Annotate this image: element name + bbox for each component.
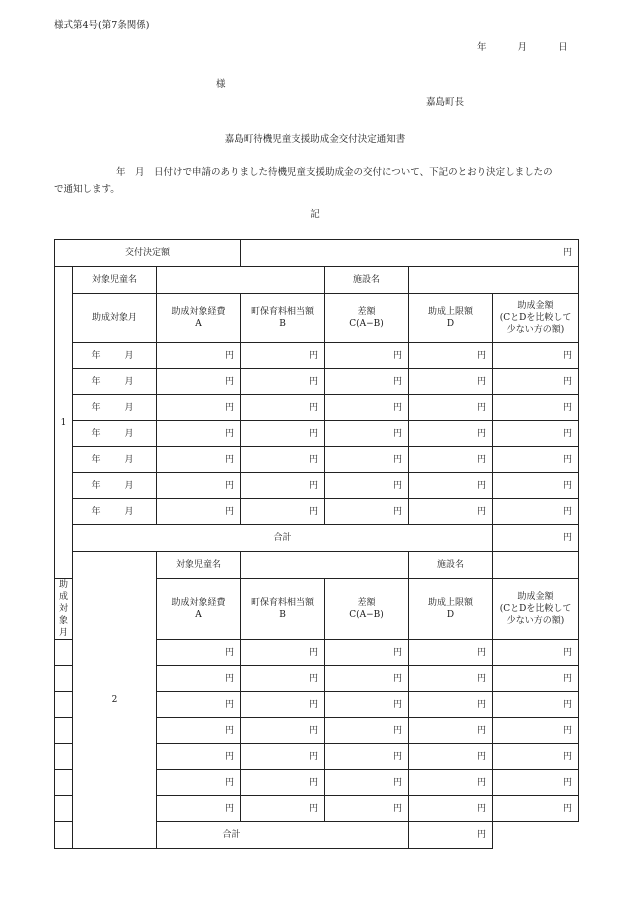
- amount-b-cell[interactable]: 円: [241, 666, 325, 692]
- amount-b-cell[interactable]: 円: [241, 770, 325, 796]
- amount-a-cell[interactable]: 円: [157, 666, 241, 692]
- amount-e-cell[interactable]: 円: [493, 692, 579, 718]
- total-label: 合計: [73, 525, 493, 552]
- table-row: [55, 421, 579, 447]
- table-row: [55, 447, 579, 473]
- amount-a-cell[interactable]: 円: [157, 744, 241, 770]
- amount-e-cell[interactable]: 円: [493, 744, 579, 770]
- addressee-suffix: 様: [216, 79, 226, 90]
- amount-e-cell[interactable]: 円: [493, 343, 579, 369]
- date-year-label: 年: [477, 42, 487, 53]
- amount-e-cell[interactable]: 円: [493, 395, 579, 421]
- amount-c-cell[interactable]: 円: [325, 499, 409, 525]
- amount-d-cell[interactable]: 円: [409, 692, 493, 718]
- col-e-header: 助成金額 (CとDを比較して 少ない方の額): [493, 294, 579, 343]
- amount-b-cell[interactable]: 円: [241, 421, 325, 447]
- month-cell[interactable]: [55, 692, 73, 718]
- col-b-header: 町保育料相当額 B: [241, 579, 325, 640]
- col-d-header: 助成上限額 D: [409, 579, 493, 640]
- amount-c-cell[interactable]: 円: [325, 692, 409, 718]
- amount-a-cell[interactable]: 円: [157, 421, 241, 447]
- amount-b-cell[interactable]: 円: [241, 447, 325, 473]
- amount-c-cell[interactable]: 円: [325, 369, 409, 395]
- amount-a-cell[interactable]: 円: [157, 770, 241, 796]
- amount-c-cell[interactable]: 円: [325, 447, 409, 473]
- amount-a-cell[interactable]: 円: [157, 395, 241, 421]
- month-cell[interactable]: [55, 640, 73, 666]
- amount-b-cell[interactable]: 円: [241, 499, 325, 525]
- amount-e-cell[interactable]: 円: [493, 499, 579, 525]
- amount-e-cell[interactable]: 円: [493, 447, 579, 473]
- body-line-1: 年 月 日付けで申請のありました待機児童支援助成金の交付について、下記のとおり決定しましたの: [116, 167, 553, 178]
- child-name-label: 対象児童名: [73, 267, 157, 294]
- amount-a-cell[interactable]: 円: [157, 343, 241, 369]
- amount-e-cell[interactable]: 円: [493, 770, 579, 796]
- decision-amount-label: 交付決定額: [55, 240, 241, 267]
- table-row: [55, 395, 579, 421]
- document-title: 嘉島町待機児童支援助成金交付決定通知書: [224, 134, 406, 145]
- child-name-label: 対象児童名: [157, 552, 241, 579]
- body-line-2: で通知します。: [54, 184, 120, 195]
- amount-c-cell[interactable]: 円: [325, 666, 409, 692]
- amount-c-cell[interactable]: 円: [325, 343, 409, 369]
- total-value[interactable]: 円: [409, 822, 493, 849]
- amount-c-cell[interactable]: 円: [325, 473, 409, 499]
- amount-d-cell[interactable]: 円: [409, 473, 493, 499]
- amount-e-cell[interactable]: 円: [493, 796, 579, 822]
- col-month-header: 助成対象月: [73, 294, 157, 343]
- date-day-label: 日: [558, 42, 568, 53]
- month-cell[interactable]: 年 月: [73, 395, 157, 421]
- amount-a-cell[interactable]: 円: [157, 692, 241, 718]
- amount-e-cell[interactable]: 円: [493, 666, 579, 692]
- amount-e-cell[interactable]: 円: [493, 718, 579, 744]
- section-number: 1: [55, 267, 73, 579]
- amount-c-cell[interactable]: 円: [325, 744, 409, 770]
- amount-b-cell[interactable]: 円: [241, 692, 325, 718]
- form-number: 様式第4号(第7条関係): [54, 20, 150, 31]
- amount-a-cell[interactable]: 円: [157, 718, 241, 744]
- child-name-value[interactable]: [241, 552, 409, 579]
- amount-a-cell[interactable]: 円: [157, 447, 241, 473]
- amount-d-cell[interactable]: 円: [409, 447, 493, 473]
- month-cell[interactable]: 年 月: [73, 343, 157, 369]
- decision-table: [54, 239, 579, 849]
- amount-e-cell[interactable]: 円: [493, 640, 579, 666]
- month-cell[interactable]: [55, 770, 73, 796]
- amount-d-cell[interactable]: 円: [409, 718, 493, 744]
- table-row: [55, 369, 579, 395]
- amount-a-cell[interactable]: 円: [157, 796, 241, 822]
- amount-a-cell[interactable]: 円: [157, 640, 241, 666]
- amount-b-cell[interactable]: 円: [241, 796, 325, 822]
- table-row: [55, 499, 579, 525]
- amount-d-cell[interactable]: 円: [409, 796, 493, 822]
- facility-label: 施設名: [409, 552, 493, 579]
- decision-amount-value[interactable]: 円: [241, 240, 579, 267]
- date-month-label: 月: [517, 42, 528, 53]
- col-a-header: 助成対象経費 A: [157, 294, 241, 343]
- month-cell[interactable]: [55, 666, 73, 692]
- total-label: 合計: [55, 822, 409, 849]
- amount-d-cell[interactable]: 円: [409, 666, 493, 692]
- amount-d-cell[interactable]: 円: [409, 369, 493, 395]
- child-name-value[interactable]: [157, 267, 325, 294]
- col-d-header: 助成上限額 D: [409, 294, 493, 343]
- amount-b-cell[interactable]: 円: [241, 744, 325, 770]
- amount-c-cell[interactable]: 円: [325, 395, 409, 421]
- amount-e-cell[interactable]: 円: [493, 369, 579, 395]
- amount-b-cell[interactable]: 円: [241, 640, 325, 666]
- col-a-header: 助成対象経費 A: [157, 579, 241, 640]
- ki-label: 記: [310, 209, 320, 220]
- col-e-header: 助成金額 (CとDを比較して 少ない方の額): [493, 579, 579, 640]
- col-b-header: 町保育料相当額 B: [241, 294, 325, 343]
- section-number: 2: [73, 552, 157, 849]
- amount-e-cell[interactable]: 円: [493, 473, 579, 499]
- month-cell[interactable]: [55, 744, 73, 770]
- amount-d-cell[interactable]: 円: [409, 499, 493, 525]
- amount-a-cell[interactable]: 円: [157, 473, 241, 499]
- facility-value[interactable]: [493, 552, 579, 579]
- amount-d-cell[interactable]: 円: [409, 770, 493, 796]
- month-cell[interactable]: 年 月: [73, 421, 157, 447]
- col-c-header: 差額 C(A−B): [325, 579, 409, 640]
- col-month-header: 助成対象月: [55, 579, 73, 640]
- issue-date: [477, 39, 568, 53]
- amount-c-cell[interactable]: 円: [325, 796, 409, 822]
- table-row: [55, 343, 579, 369]
- amount-d-cell[interactable]: 円: [409, 640, 493, 666]
- facility-label: 施設名: [325, 267, 409, 294]
- amount-b-cell[interactable]: 円: [241, 369, 325, 395]
- amount-d-cell[interactable]: 円: [409, 421, 493, 447]
- facility-value[interactable]: [409, 267, 579, 294]
- amount-c-cell[interactable]: 円: [325, 770, 409, 796]
- table-row: [55, 473, 579, 499]
- amount-d-cell[interactable]: 円: [409, 395, 493, 421]
- col-c-header: 差額 C(A−B): [325, 294, 409, 343]
- month-cell[interactable]: 年 月: [73, 369, 157, 395]
- amount-d-cell[interactable]: 円: [409, 343, 493, 369]
- amount-c-cell[interactable]: 円: [325, 421, 409, 447]
- issuer-name: 嘉島町長: [426, 97, 465, 108]
- amount-d-cell[interactable]: 円: [409, 744, 493, 770]
- amount-c-cell[interactable]: 円: [325, 640, 409, 666]
- month-cell[interactable]: 年 月: [73, 499, 157, 525]
- amount-b-cell[interactable]: 円: [241, 395, 325, 421]
- amount-b-cell[interactable]: 円: [241, 343, 325, 369]
- month-cell[interactable]: [55, 718, 73, 744]
- total-value[interactable]: 円: [493, 525, 579, 552]
- amount-b-cell[interactable]: 円: [241, 718, 325, 744]
- amount-c-cell[interactable]: 円: [325, 718, 409, 744]
- month-cell[interactable]: [55, 796, 73, 822]
- month-cell[interactable]: 年 月: [73, 473, 157, 499]
- month-cell[interactable]: 年 月: [73, 447, 157, 473]
- amount-b-cell[interactable]: 円: [241, 473, 325, 499]
- amount-a-cell[interactable]: 円: [157, 499, 241, 525]
- amount-a-cell[interactable]: 円: [157, 369, 241, 395]
- amount-e-cell[interactable]: 円: [493, 421, 579, 447]
